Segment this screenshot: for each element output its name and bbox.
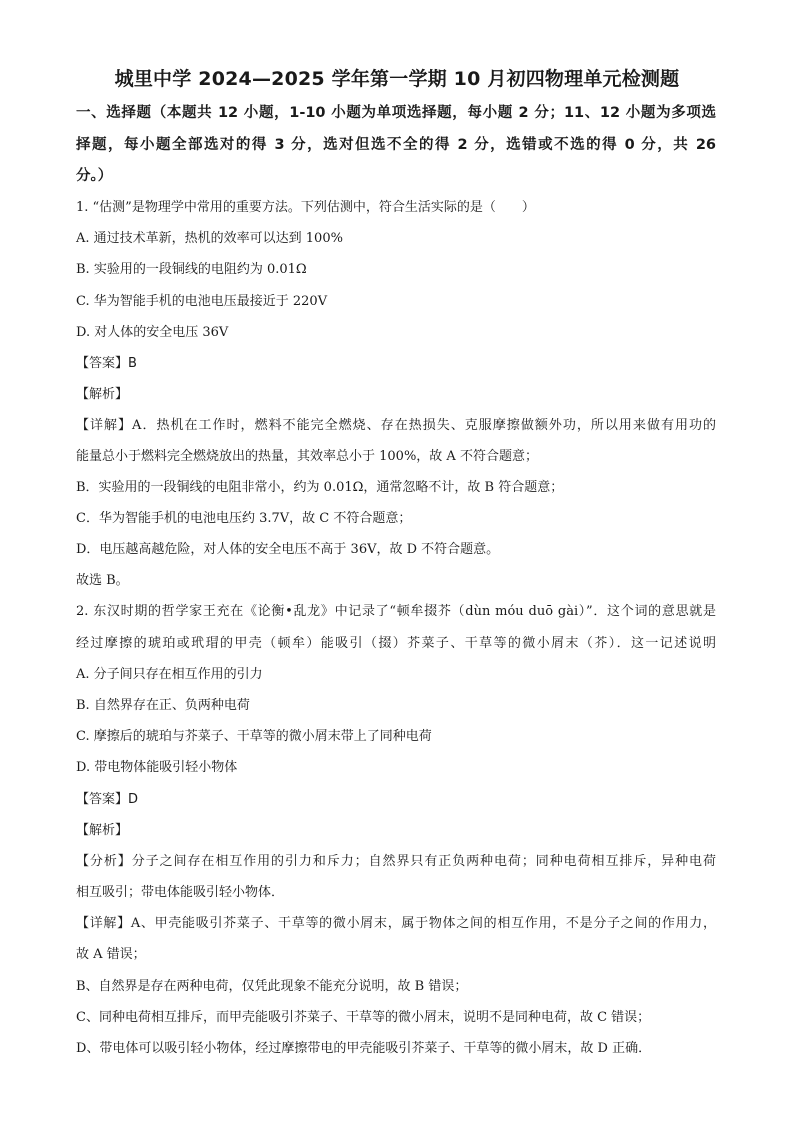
q1-detail-line: 【详解】A．热机在工作时，燃料不能完全燃烧、存在热损失、克服摩擦做额外功，所以用来做有用功的 [76, 418, 716, 433]
q1-conclusion: 故选 B。 [76, 573, 129, 588]
page-title: 城里中学 2024—2025 学年第一学期 10 月初四物理单元检测题 [114, 68, 680, 90]
q2-detail-line: B、自然界是存在两种电荷，仅凭此现象不能充分说明，故 B 错误； [76, 979, 468, 994]
q2-stem-line-1: 2. 东汉时期的哲学家王充在《论衡•乱龙》中记录了“顿牟掇芥（dùn móu duō gài）”．这个词的意思就是 [76, 604, 716, 619]
q1-answer: 【答案】B [76, 356, 137, 371]
q2-detail-line: 【详解】A、甲壳能吸引芥菜子、干草等的微小屑末，属于物体之间的相互作用，不是分子之间的作用力， [76, 916, 716, 931]
q2-option-c: C. 摩擦后的琥珀与芥菜子、干草等的微小屑末带上了同种电荷 [76, 729, 432, 744]
q2-answer: 【答案】D [76, 792, 139, 807]
q1-option-c: C. 华为智能手机的电池电压最接近于 220V [76, 294, 328, 309]
q2-analysis-label: 【解析】 [76, 823, 129, 838]
q2-detail-line: 故 A 错误； [76, 947, 146, 962]
q2-detail-line: D、带电体可以吸引轻小物体，经过摩擦带电的甲壳能吸引芥菜子、干草等的微小屑末，故 D 正确． [76, 1041, 652, 1056]
q1-detail-line: C．华为智能手机的电池电压约 3.7V，故 C 不符合题意； [76, 511, 412, 526]
q2-option-d: D. 带电物体能吸引轻小物体 [76, 760, 238, 775]
q2-fenxi-line-2: 相互吸引；带电体能吸引轻小物体． [76, 885, 285, 900]
q1-detail-line: B．实验用的一段铜线的电阻非常小，约为 0.01Ω，通常忽略不计，故 B 符合题意； [76, 480, 564, 495]
section-heading-line-2: 择题，每小题全部选对的得 3 分，选对但选不全的得 2 分，选错或不选的得 0 分，共 26 [76, 137, 716, 153]
q1-analysis-label: 【解析】 [76, 387, 129, 402]
section-heading-line-3: 分。） [76, 168, 113, 184]
section-heading-line-1: 一、选择题（本题共 12 小题，1-10 小题为单项选择题，每小题 2 分；11、12 小题为多项选 [76, 105, 716, 121]
q1-option-a: A. 通过技术革新，热机的效率可以达到 100% [76, 231, 343, 246]
q2-option-b: B. 自然界存在正、负两种电荷 [76, 698, 250, 713]
q1-option-d: D. 对人体的安全电压 36V [76, 325, 229, 340]
q2-detail-line: C、同种电荷相互排斥，而甲壳能吸引芥菜子、干草等的微小屑末，说明不是同种电荷，故 C 错误； [76, 1010, 651, 1025]
q2-option-a: A. 分子间只存在相互作用的引力 [76, 667, 263, 682]
q2-fenxi-line-1: 【分析】分子之间存在相互作用的引力和斥力；自然界只有正负两种电荷；同种电荷相互排斥，异种电荷 [76, 854, 716, 869]
q1-stem: 1. “估测”是物理学中常用的重要方法。下列估测中，符合生活实际的是（ ） [76, 200, 535, 215]
q1-option-b: B. 实验用的一段铜线的电阻约为 0.01Ω [76, 262, 307, 277]
q1-detail-line: D．电压越高越危险，对人体的安全电压不高于 36V，故 D 不符合题意。 [76, 542, 500, 557]
q2-stem-line-2: 经过摩擦的琥珀或玳瑁的甲壳（顿牟）能吸引（掇）芥菜子、干草等的微小屑末（芥）．这一记述说明 [76, 636, 716, 651]
q1-detail-line: 能量总小于燃料完全燃烧放出的热量，其效率总小于 100%，故 A 不符合题意； [76, 449, 538, 464]
